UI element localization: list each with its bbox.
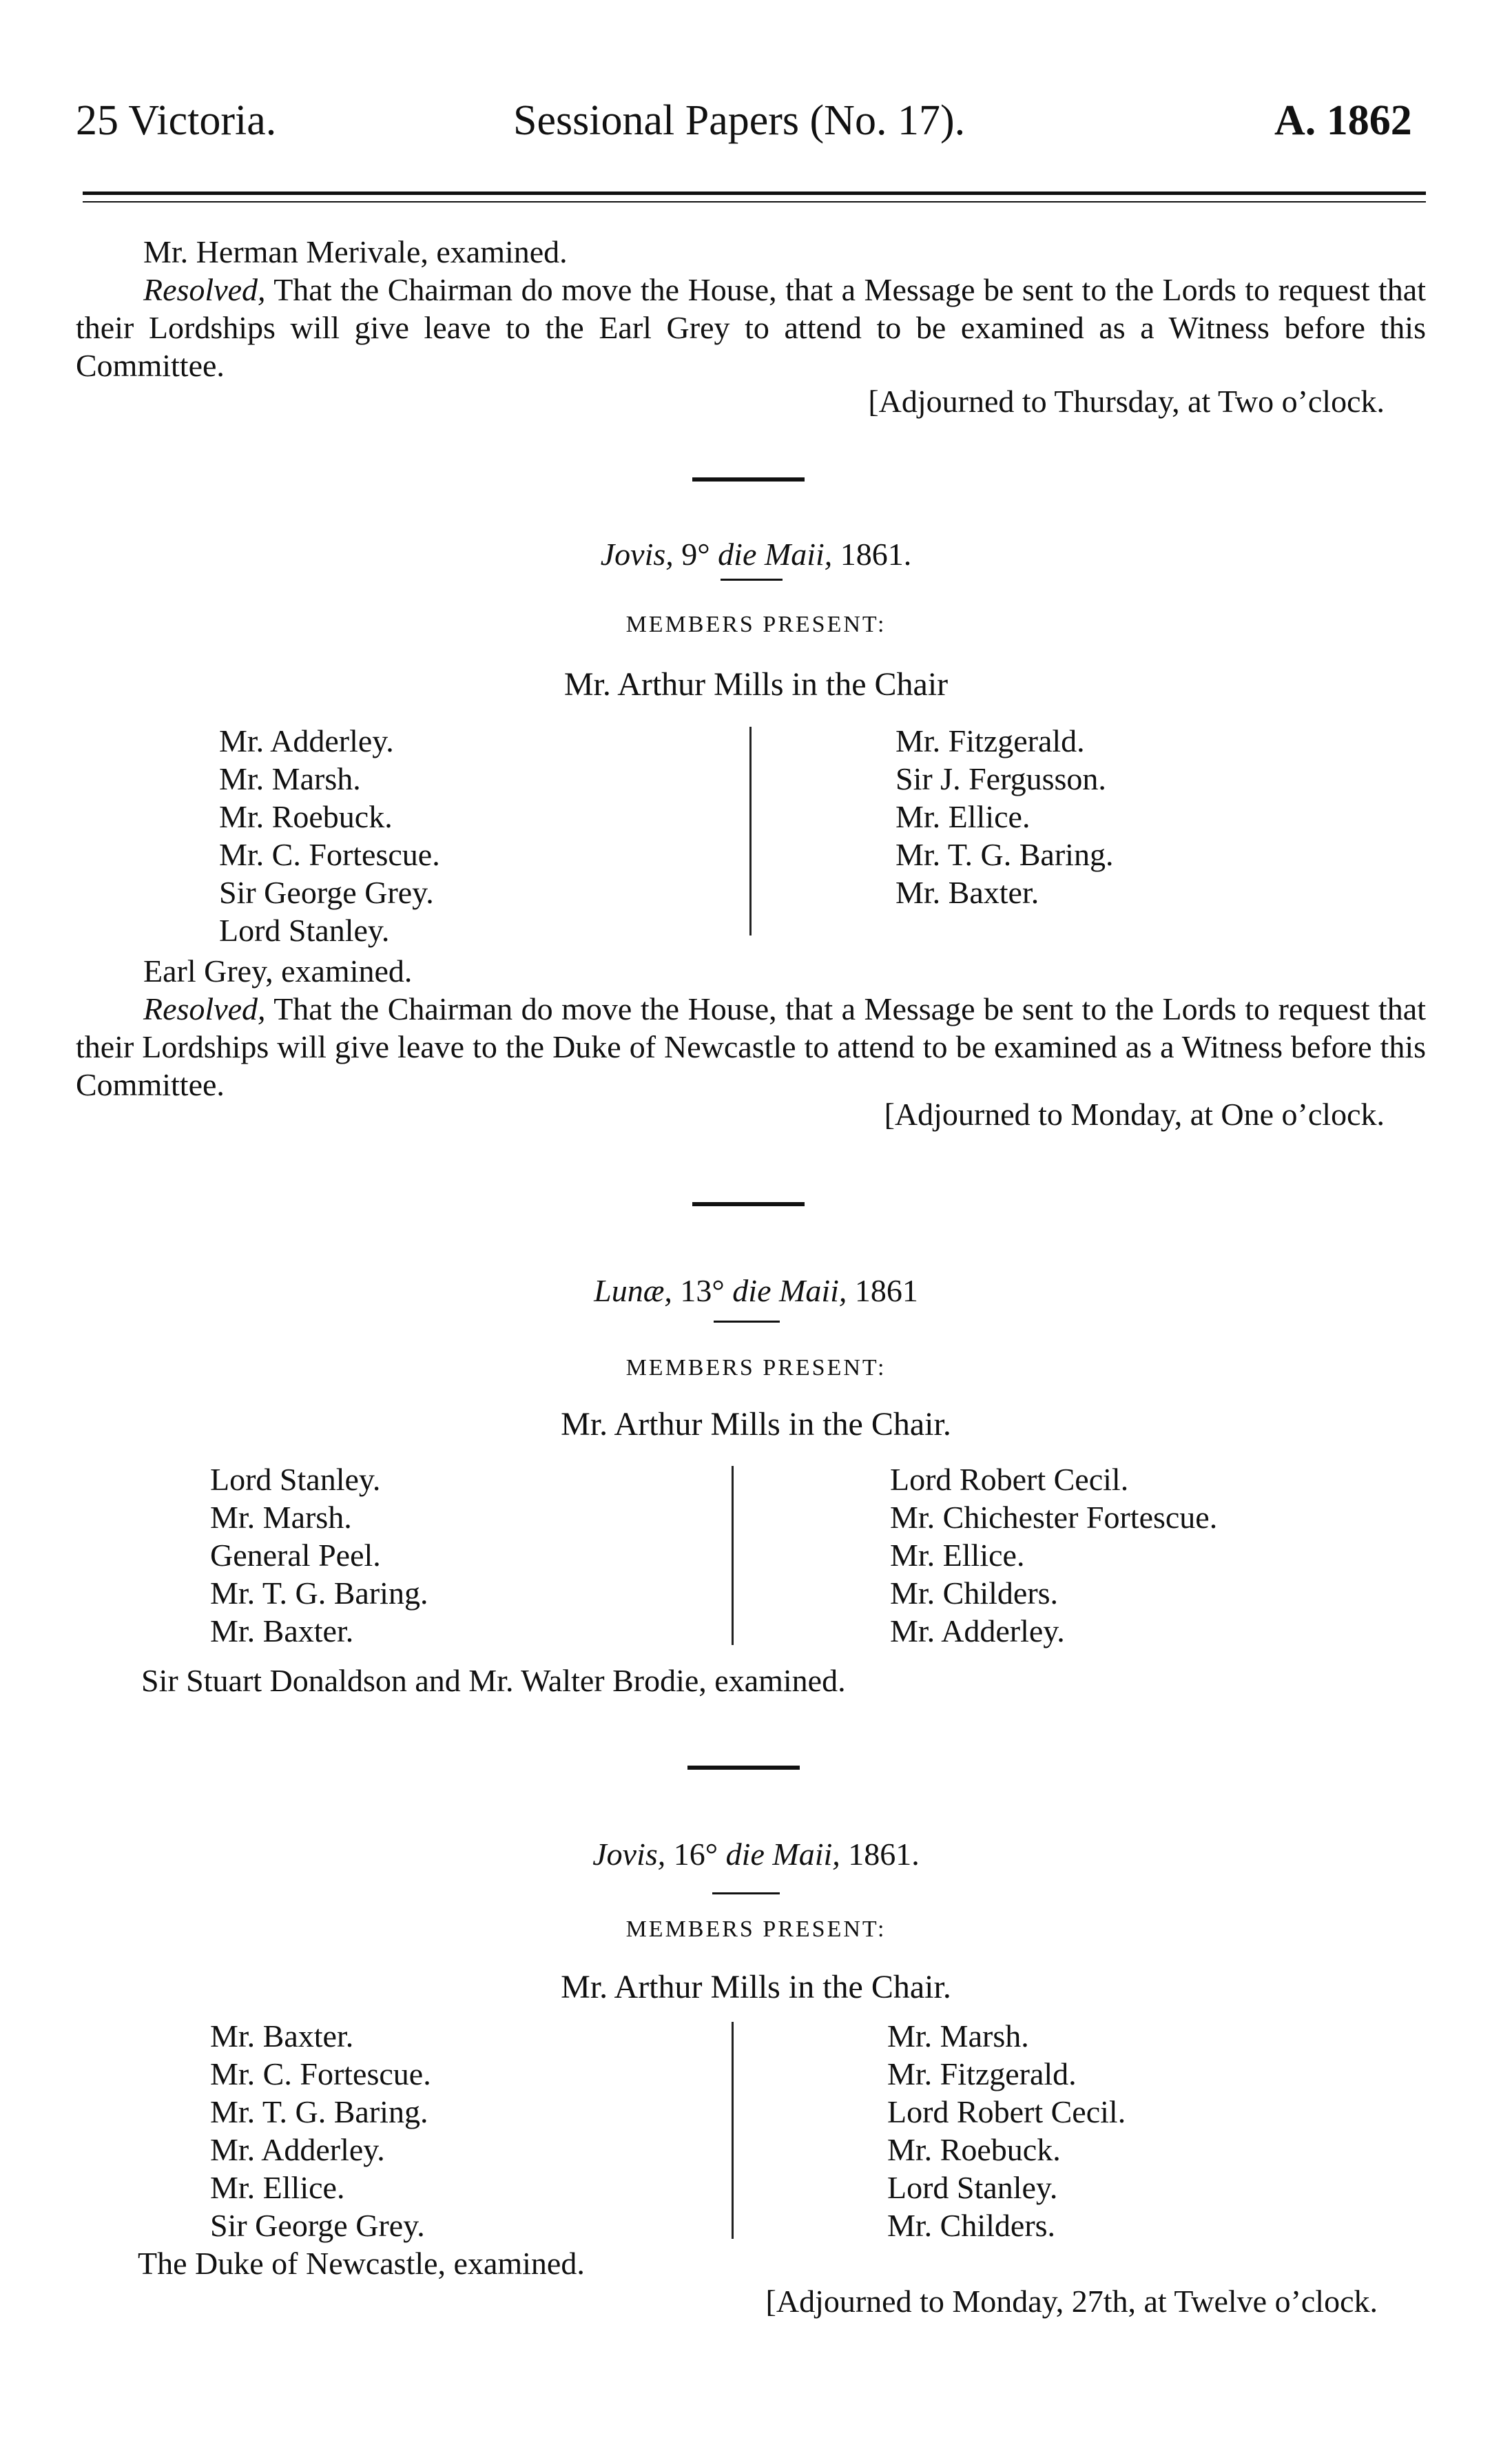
member-name: Lord Stanley. xyxy=(210,1462,381,1497)
member-name: Mr. Baxter. xyxy=(210,1613,354,1648)
member-name: Lord Stanley. xyxy=(887,2170,1058,2205)
date-day: Jovis, xyxy=(600,537,674,572)
date-underline xyxy=(714,1321,780,1323)
date-month: die Maii, xyxy=(732,1273,847,1308)
member-name: Mr. Marsh. xyxy=(219,761,361,796)
member-name: Mr. Baxter. xyxy=(895,875,1039,910)
resolved-label: Resolved, xyxy=(143,991,266,1026)
session-examined: Sir Stuart Donaldson and Mr. Walter Brodie, examined. xyxy=(141,1663,846,1698)
members-right-column xyxy=(887,2017,1126,2244)
chair-line: Mr. Arthur Mills in the Chair xyxy=(563,666,949,703)
session-date xyxy=(0,535,1512,573)
chair-line: Mr. Arthur Mills in the Chair. xyxy=(561,1969,951,2005)
member-name: Lord Robert Cecil. xyxy=(890,1462,1129,1497)
header-left: 25 Victoria. xyxy=(76,97,277,144)
date-day: Lunæ, xyxy=(594,1273,672,1308)
header-right: A. 1862 xyxy=(1274,97,1412,144)
date-month: die Maii, xyxy=(725,1837,840,1872)
date-number: 9° xyxy=(673,537,718,572)
member-name: Mr. Ellice. xyxy=(890,1538,1025,1573)
date-day: Jovis, xyxy=(592,1837,666,1872)
member-name: Sir George Grey. xyxy=(219,875,434,910)
member-name: Mr. Childers. xyxy=(890,1575,1059,1611)
date-year: 1861. xyxy=(840,1837,920,1872)
section-separator xyxy=(692,1202,805,1206)
member-name: Mr. Roebuck. xyxy=(887,2132,1061,2167)
intro-examined: Mr. Herman Merivale, examined. xyxy=(143,234,568,269)
member-name: Mr. Fitzgerald. xyxy=(895,723,1085,758)
resolved-text: That the Chairman do move the House, that a Message be sent to the Lords to request that their Lordships will give leave to the Earl Grey to attend to be examined as a Witness before this Committee. xyxy=(76,272,1426,383)
member-name: General Peel. xyxy=(210,1538,381,1573)
member-name: Mr. Ellice. xyxy=(895,799,1031,834)
session-date xyxy=(0,1272,1512,1310)
member-name: Mr. Marsh. xyxy=(210,1500,352,1535)
date-month: die Maii, xyxy=(718,537,833,572)
session-date xyxy=(0,1835,1512,1873)
member-name: Mr. C. Fortescue. xyxy=(219,837,440,872)
chair-line: Mr. Arthur Mills in the Chair. xyxy=(561,1406,951,1443)
resolved-text: That the Chairman do move the House, that a Message be sent to the Lords to request that their Lordships will give leave to the Duke of Newcastle to attend to be examined as a Witness before this Committee. xyxy=(76,991,1426,1102)
members-left-column xyxy=(210,2017,431,2244)
intro-adjourned: [Adjourned to Thursday, at Two o’clock. xyxy=(868,384,1385,419)
member-name: Mr. T. G. Baring. xyxy=(210,2094,428,2129)
member-name: Mr. Childers. xyxy=(887,2208,1056,2243)
member-name: Mr. Baxter. xyxy=(210,2018,354,2054)
member-name: Mr. Marsh. xyxy=(887,2018,1029,2054)
member-name: Mr. Adderley. xyxy=(219,723,394,758)
member-name: Mr. T. G. Baring. xyxy=(895,837,1114,872)
session-examined: Earl Grey, examined. xyxy=(143,953,413,989)
session-examined: The Duke of Newcastle, examined. xyxy=(138,2246,585,2281)
session-adjourned: [Adjourned to Monday, 27th, at Twelve o’clock. xyxy=(765,2284,1378,2319)
members-right-column xyxy=(895,722,1113,911)
member-name: Mr. Chichester Fortescue. xyxy=(890,1500,1218,1535)
section-separator xyxy=(692,477,805,482)
members-right-column xyxy=(890,1460,1217,1650)
resolved-label: Resolved, xyxy=(143,272,266,307)
member-name: Mr. C. Fortescue. xyxy=(210,2056,431,2091)
intro-resolution xyxy=(76,271,1426,384)
date-year: 1861. xyxy=(832,537,912,572)
date-number: 13° xyxy=(672,1273,733,1308)
member-name: Mr. T. G. Baring. xyxy=(210,1575,428,1611)
session-adjourned: [Adjourned to Monday, at One o’clock. xyxy=(884,1097,1385,1132)
member-name: Sir J. Fergusson. xyxy=(895,761,1106,796)
members-left-column xyxy=(219,722,440,949)
section-separator xyxy=(687,1766,800,1770)
member-name: Mr. Roebuck. xyxy=(219,799,393,834)
header-rule-thin xyxy=(83,201,1426,203)
session-resolution xyxy=(76,990,1426,1104)
member-name: Mr. Ellice. xyxy=(210,2170,345,2205)
members-left-column xyxy=(210,1460,428,1650)
column-divider xyxy=(732,2022,734,2239)
member-name: Lord Robert Cecil. xyxy=(887,2094,1126,2129)
member-name: Mr. Adderley. xyxy=(890,1613,1065,1648)
date-year: 1861 xyxy=(847,1273,918,1308)
members-present-heading: MEMBERS PRESENT: xyxy=(625,612,887,637)
date-underline xyxy=(712,1892,780,1894)
member-name: Mr. Adderley. xyxy=(210,2132,385,2167)
member-name: Mr. Fitzgerald. xyxy=(887,2056,1077,2091)
date-underline xyxy=(721,579,783,581)
members-present-heading: MEMBERS PRESENT: xyxy=(625,1355,887,1381)
members-present-heading: MEMBERS PRESENT: xyxy=(625,1916,887,1942)
header-center: Sessional Papers (No. 17). xyxy=(513,97,966,144)
date-number: 16° xyxy=(665,1837,726,1872)
member-name: Lord Stanley. xyxy=(219,913,390,948)
column-divider xyxy=(732,1466,734,1645)
column-divider xyxy=(749,727,752,935)
header-rule-thick xyxy=(83,192,1426,195)
member-name: Sir George Grey. xyxy=(210,2208,425,2243)
